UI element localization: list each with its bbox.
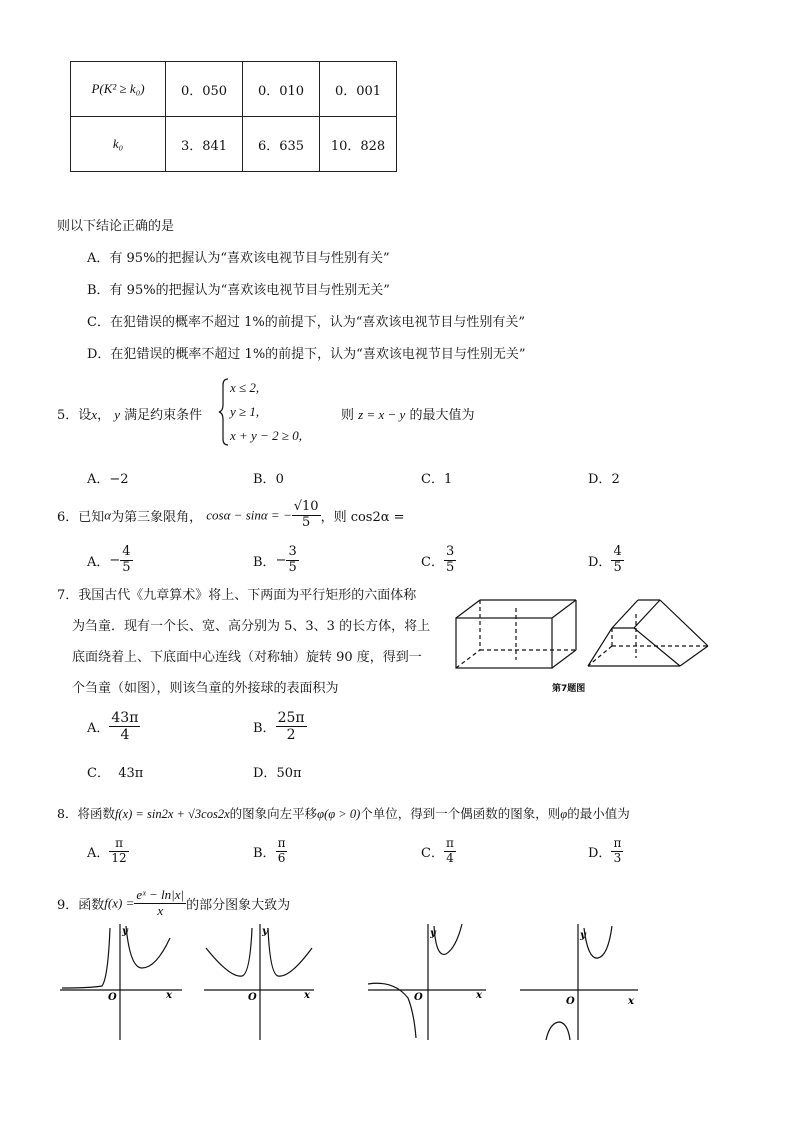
- table-header-label: P(K² ≥ k₀): [71, 62, 166, 117]
- q4-option-c: C．在犯错误的概率不超过 1%的前提下，认为“喜欢该电视节目与性别有关”: [87, 315, 525, 330]
- q7-option-a: A． $\frac{43\pi}{4}$: [87, 710, 139, 744]
- q9-graph-d: [516, 918, 646, 1043]
- q7-line-1: 7．我国古代《九章算术》将上、下两面为平行矩形的六面体称: [57, 588, 417, 603]
- q5-option-d: D．2: [588, 472, 620, 487]
- q5-constraint-3: x + y − 2 ≥ 0,: [230, 428, 302, 443]
- chutong-figure: [588, 600, 708, 666]
- q7-option-d: D．50π: [253, 766, 302, 781]
- q9-graph-a: [60, 918, 190, 1043]
- q5-option-b: B．0: [253, 472, 284, 487]
- q7-line-3: 底面绕着上、下底面中心连线（对称轴）旋转 90 度，得到一: [72, 650, 422, 665]
- table-row2-label: k₀: [71, 117, 166, 172]
- table-cell: 0．050: [166, 62, 243, 117]
- q9-graph-c: [364, 918, 494, 1043]
- q5-stem: 5．设x， y 满足约束条件: [57, 407, 203, 423]
- q6-option-c: C． $\frac{3}{5}$: [421, 544, 455, 575]
- axis-x-label: x: [166, 990, 172, 1001]
- q7-line-2: 为刍童．现有一个长、宽、高分别为 5、3、3 的长方体，将上: [72, 619, 431, 634]
- q4-stem: 则以下结论正确的是: [57, 219, 175, 234]
- q9-graph-b: [200, 918, 322, 1043]
- axis-y-label: y: [262, 926, 268, 937]
- q8-option-b: B． $\frac{\pi}{6}$: [253, 836, 286, 865]
- q7-caption: 第7题图: [552, 684, 586, 694]
- q5-tail: 则 z = x − y 的最大值为: [341, 407, 475, 423]
- axis-x-label: x: [628, 996, 634, 1007]
- table-cell: 10．828: [320, 117, 397, 172]
- q6-option-a: A．− $\frac{4}{5}$: [87, 544, 131, 575]
- axis-origin-label: O: [248, 992, 257, 1003]
- table-cell: 6．635: [243, 117, 320, 172]
- critical-value-table: [70, 61, 397, 172]
- q9-stem: 9．函数f(x) = $\frac{\text{eˣ − ln|x|}}{x}$ 的部分图象大致为: [57, 887, 291, 918]
- q5-option-c: C．1: [421, 472, 453, 487]
- q5-constraint-1: x ≤ 2,: [230, 380, 260, 395]
- cuboid-figure: [456, 600, 576, 668]
- q5-constraint-2: y ≥ 1,: [230, 404, 260, 419]
- table-cell: 3．841: [166, 117, 243, 172]
- axis-origin-label: O: [566, 996, 575, 1007]
- q7-line-4: 个刍童（如图），则该刍童的外接球的表面积为: [72, 681, 339, 696]
- q7-figure: [452, 596, 718, 672]
- axis-y-label: y: [122, 926, 128, 937]
- axis-x-label: x: [304, 990, 310, 1001]
- axis-y-label: y: [580, 930, 586, 941]
- q7-option-b: B． $\frac{25\pi}{2}$: [253, 710, 305, 744]
- q4-option-d: D．在犯错误的概率不超过 1%的前提下，认为“喜欢该电视节目与性别无关”: [87, 347, 526, 362]
- brace-icon: [218, 377, 230, 447]
- q7-option-c: C． 43π: [87, 766, 144, 781]
- q5-option-a: A．−2: [87, 472, 129, 487]
- table-cell: 0．010: [243, 62, 320, 117]
- axis-y-label: y: [430, 928, 436, 939]
- q4-option-a: A．有 95%的把握认为“喜欢该电视节目与性别有关”: [87, 251, 390, 266]
- q8-option-a: A． $\frac{\pi}{12}$: [87, 836, 127, 865]
- axis-origin-label: O: [108, 992, 117, 1003]
- axis-x-label: x: [476, 990, 482, 1001]
- table-cell: 0．001: [320, 62, 397, 117]
- q8-stem: 8．将函数f(x) = sin2x + √3cos2x的图象向左平移φ(φ > 0)个单位，得到一个偶函数的图象，则φ的最小值为: [57, 806, 630, 821]
- q4-option-b: B．有 95%的把握认为“喜欢该电视节目与性别无关”: [87, 283, 390, 298]
- q6-option-d: D． $\frac{4}{5}$: [588, 544, 622, 575]
- q6-option-b: B．− $\frac{3}{5}$: [253, 544, 297, 575]
- q8-option-d: D． $\frac{\pi}{3}$: [588, 836, 622, 865]
- q6-stem: 6．已知α为第三象限角， cosα − sinα = − $\frac{√10}{5}$ ，则 cos2α =: [57, 499, 405, 530]
- q8-option-c: C． $\frac{\pi}{4}$: [421, 836, 454, 865]
- axis-origin-label: O: [414, 992, 423, 1003]
